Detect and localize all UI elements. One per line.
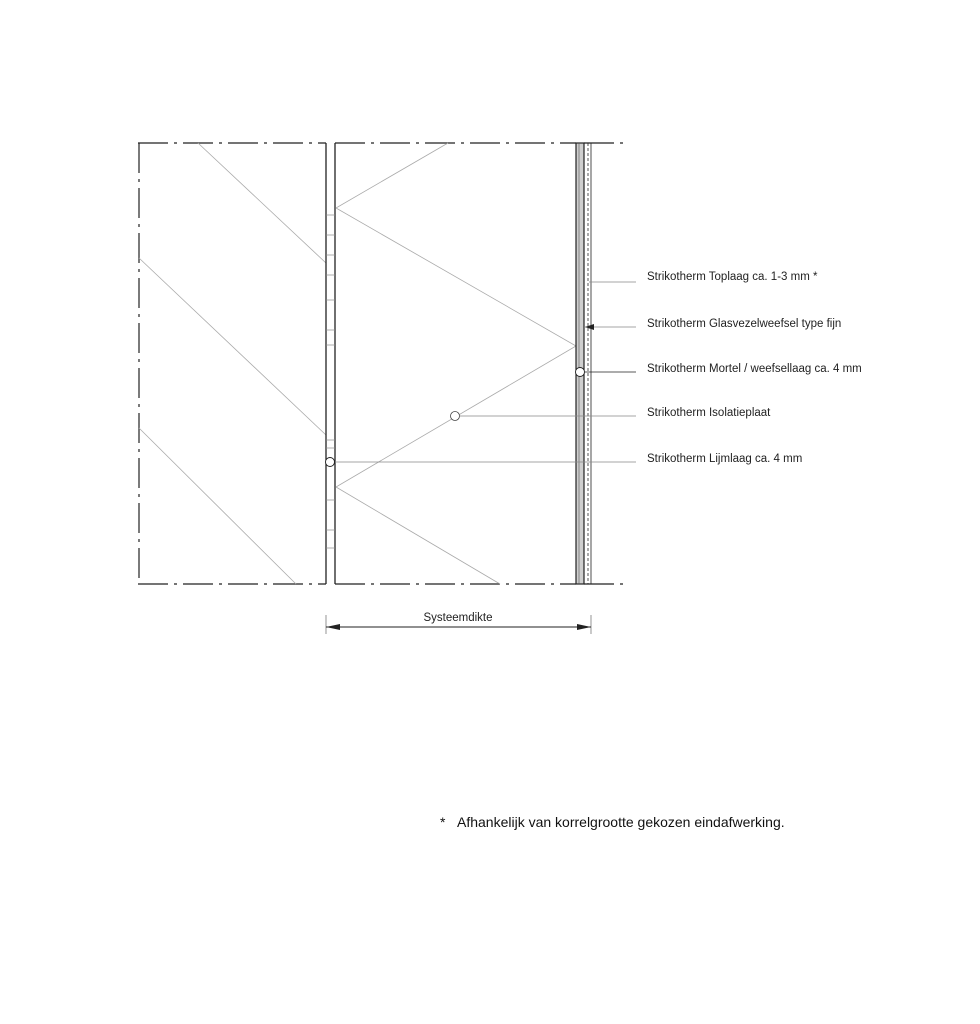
callout-toplaag: Strikotherm Toplaag ca. 1-3 mm * bbox=[647, 271, 818, 283]
insulation-board bbox=[335, 143, 576, 584]
substrate-hatch bbox=[139, 258, 326, 435]
leader-mortel-dot bbox=[576, 368, 585, 377]
render-layers bbox=[576, 143, 628, 584]
leader-lines bbox=[326, 282, 637, 467]
callout-isolatie: Strikotherm Isolatieplaat bbox=[647, 407, 771, 419]
footnote bbox=[440, 814, 785, 830]
callout-glasvezel: Strikotherm Glasvezelweefsel type fijn bbox=[647, 318, 842, 330]
callout-lijmlaag: Strikotherm Lijmlaag ca. 4 mm bbox=[647, 453, 803, 465]
footnote-marker: * bbox=[440, 814, 446, 830]
adhesive-layer bbox=[326, 143, 335, 584]
substrate-hatch bbox=[139, 428, 296, 584]
substrate-hatch bbox=[198, 143, 326, 263]
callout-mortel: Strikotherm Mortel / weefsellaag ca. 4 mm bbox=[647, 363, 862, 375]
system-thickness-dimension bbox=[326, 612, 591, 634]
leader-isolatie-dot bbox=[451, 412, 460, 421]
leader-glasvezel-arrow bbox=[585, 324, 594, 330]
dimension-label: Systeemdikte bbox=[423, 612, 493, 624]
substrate-wall bbox=[138, 143, 326, 584]
callout-labels bbox=[647, 271, 862, 465]
footnote-text: Afhankelijk van korrelgrootte gekozen eindafwerking. bbox=[457, 814, 785, 830]
leader-lijmlaag-dot bbox=[326, 458, 335, 467]
